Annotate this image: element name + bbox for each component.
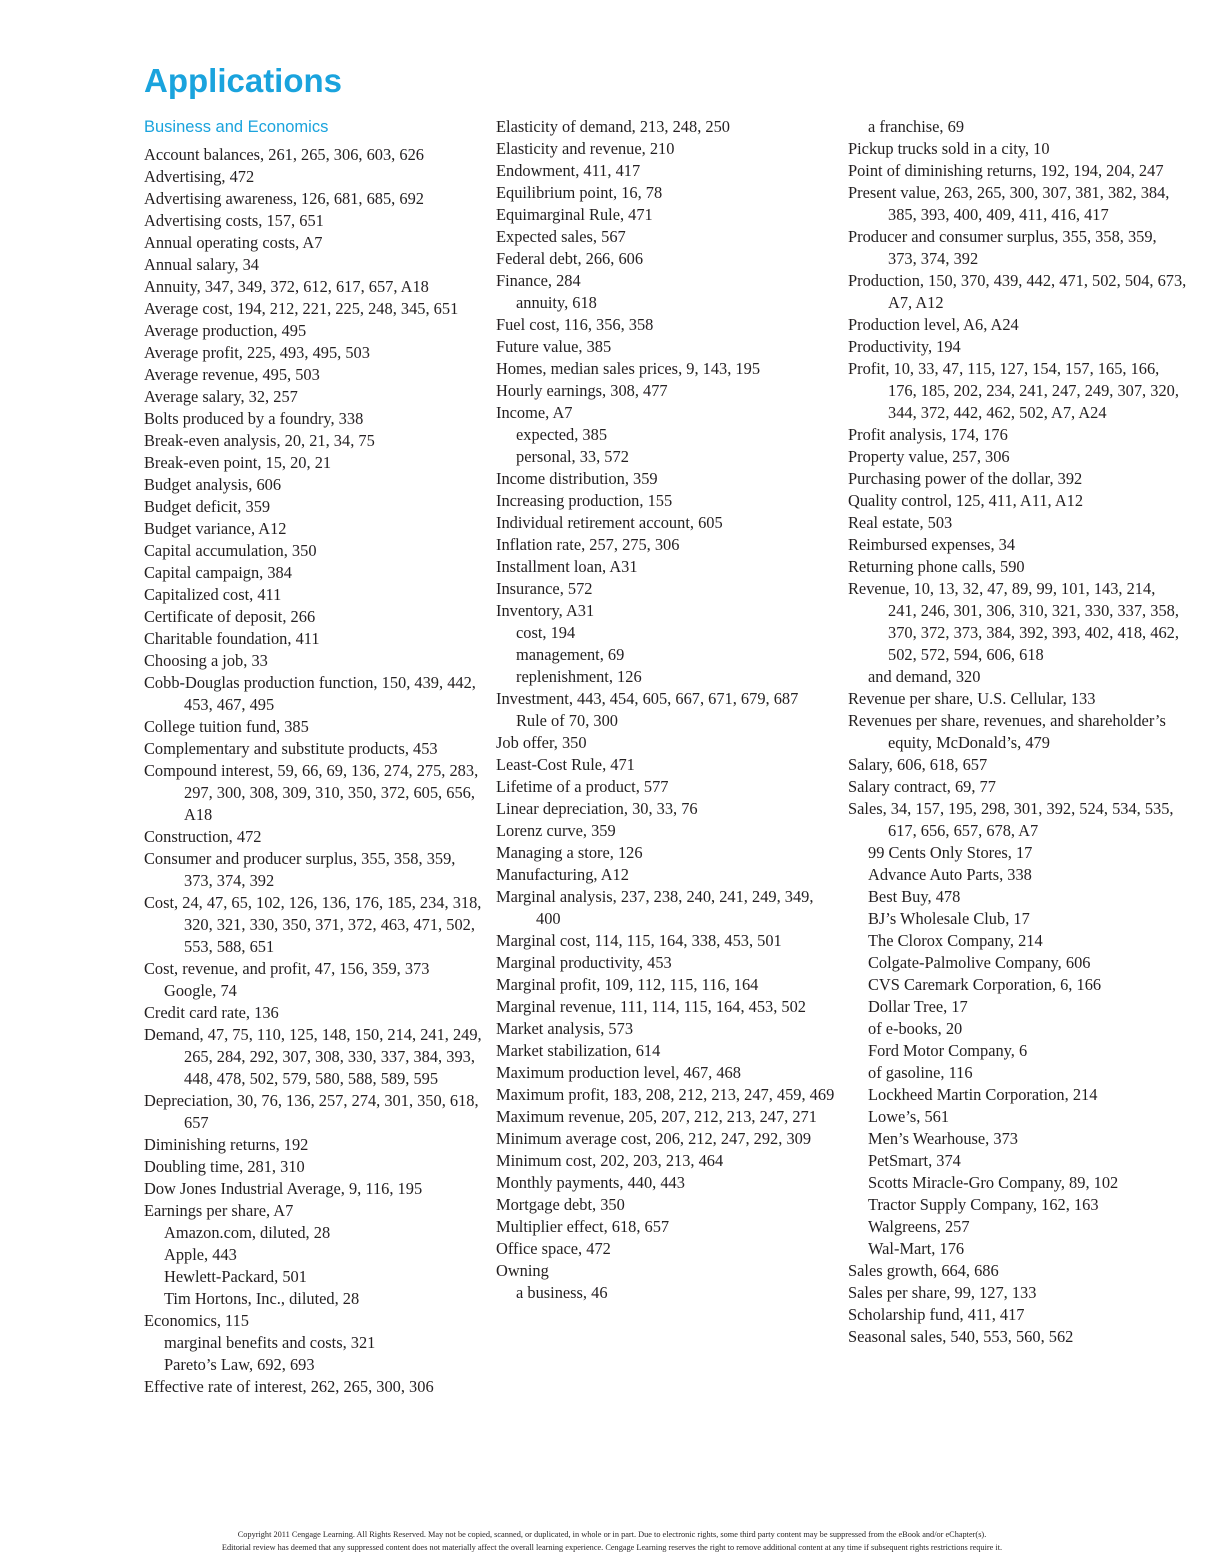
index-entry: Minimum average cost, 206, 212, 247, 292, 309 (496, 1129, 812, 1148)
index-entry: Effective rate of interest, 262, 265, 300, 306 (144, 1377, 434, 1396)
index-entry: Market stabilization, 614 (496, 1041, 661, 1060)
index-entry: Capitalized cost, 411 (144, 585, 282, 604)
index-subentry: Colgate-Palmolive Company, 606 (868, 953, 1091, 972)
index-entry: Construction, 472 (144, 827, 262, 846)
index-subentry: Hewlett-Packard, 501 (164, 1267, 307, 1286)
page-title: Applications (144, 62, 343, 99)
index-entry: Annuity, 347, 349, 372, 612, 617, 657, A18 (144, 277, 429, 296)
index-entry: Fuel cost, 116, 356, 358 (496, 315, 654, 334)
index-subentry: expected, 385 (516, 425, 608, 444)
index-entry: Marginal revenue, 111, 114, 115, 164, 453, 502 (496, 997, 807, 1016)
index-subentry: Wal-Mart, 176 (868, 1239, 965, 1258)
index-entry: College tuition fund, 385 (144, 717, 309, 736)
index-entry: Marginal analysis, 237, 238, 240, 241, 249, 349, 400 (496, 887, 814, 928)
index-entry: Charitable foundation, 411 (144, 629, 320, 648)
index-entry: Present value, 263, 265, 300, 307, 381, 382, 384, 385, 393, 400, 409, 411, 416, 417 (848, 183, 1170, 224)
index-entry: Salary, 606, 618, 657 (848, 755, 988, 774)
index-entry: Credit card rate, 136 (144, 1003, 279, 1022)
index-subentry: Best Buy, 478 (868, 887, 961, 906)
index-entry: Federal debt, 266, 606 (496, 249, 644, 268)
index-entry: Diminishing returns, 192 (144, 1135, 309, 1154)
index-entry: Cobb-Douglas production function, 150, 439, 442, 453, 467, 495 (144, 673, 476, 714)
index-subentry: a franchise, 69 (868, 117, 965, 136)
index-entry: Production level, A6, A24 (848, 315, 1019, 334)
index-entry: Expected sales, 567 (496, 227, 626, 246)
index-entry: Individual retirement account, 605 (496, 513, 723, 532)
index-subentry: Pareto’s Law, 692, 693 (164, 1355, 315, 1374)
index-entry: Returning phone calls, 590 (848, 557, 1025, 576)
index-entry: Point of diminishing returns, 192, 194, 204, 247 (848, 161, 1164, 180)
index-entry: Break-even analysis, 20, 21, 34, 75 (144, 431, 375, 450)
index-entry: Marginal profit, 109, 112, 115, 116, 164 (496, 975, 759, 994)
index-entry: Office space, 472 (496, 1239, 611, 1258)
index-entry: Advertising costs, 157, 651 (144, 211, 324, 230)
index-entry: Average revenue, 495, 503 (144, 365, 320, 384)
index-entry: Budget variance, A12 (144, 519, 287, 538)
index-subentry: replenishment, 126 (516, 667, 642, 686)
index-subentry: Walgreens, 257 (868, 1217, 970, 1236)
index-subentry: The Clorox Company, 214 (868, 931, 1043, 950)
index-subentry: Tim Hortons, Inc., diluted, 28 (164, 1289, 360, 1308)
index-entry: Pickup trucks sold in a city, 10 (848, 139, 1050, 158)
index-subentry: personal, 33, 572 (516, 447, 629, 466)
index-entry: Sales growth, 664, 686 (848, 1261, 999, 1280)
index-entry: Installment loan, A31 (496, 557, 638, 576)
index-subentry: 99 Cents Only Stores, 17 (868, 843, 1033, 862)
index-entry: Purchasing power of the dollar, 392 (848, 469, 1083, 488)
index-column-2 (496, 116, 836, 1304)
index-subentry: Tractor Supply Company, 162, 163 (868, 1195, 1099, 1214)
index-entry: Insurance, 572 (496, 579, 593, 598)
index-entry: Revenues per share, revenues, and shareholder’s equity, McDonald’s, 479 (848, 711, 1166, 752)
index-subentry: Men’s Wearhouse, 373 (868, 1129, 1018, 1148)
index-entry: Budget analysis, 606 (144, 475, 282, 494)
section-heading: Business and Economics (144, 118, 329, 136)
index-entry: Maximum revenue, 205, 207, 212, 213, 247, 271 (496, 1107, 817, 1126)
index-subentry: Scotts Miracle-Gro Company, 89, 102 (868, 1173, 1119, 1192)
index-entry: Capital accumulation, 350 (144, 541, 317, 560)
index-entry: Job offer, 350 (496, 733, 587, 752)
index-entry: Choosing a job, 33 (144, 651, 268, 670)
index-entry: Annual salary, 34 (144, 255, 260, 274)
index-subentry: annuity, 618 (516, 293, 597, 312)
index-entry: Manufacturing, A12 (496, 865, 629, 884)
index-entry: Property value, 257, 306 (848, 447, 1010, 466)
index-entry: Future value, 385 (496, 337, 612, 356)
index-entry: Least-Cost Rule, 471 (496, 755, 635, 774)
index-subentry: of e-books, 20 (868, 1019, 963, 1038)
index-entry: Profit analysis, 174, 176 (848, 425, 1008, 444)
index-entry: Compound interest, 59, 66, 69, 136, 274, 275, 283, 297, 300, 308, 309, 310, 350, 372, 605, 656, A18 (144, 761, 479, 824)
index-entry: Increasing production, 155 (496, 491, 673, 510)
index-entry: Demand, 47, 75, 110, 125, 148, 150, 214, 241, 249, 265, 284, 292, 307, 308, 330, 337, 384, 393, 448, 478, 502, 579, 580, 588, 589, 595 (144, 1025, 482, 1088)
index-entry: Marginal cost, 114, 115, 164, 338, 453, 501 (496, 931, 782, 950)
index-subentry: management, 69 (516, 645, 625, 664)
index-entry: Reimbursed expenses, 34 (848, 535, 1016, 554)
index-entry: Income, A7 (496, 403, 573, 422)
index-entry: Investment, 443, 454, 605, 667, 671, 679, 687 (496, 689, 799, 708)
index-entry: Mortgage debt, 350 (496, 1195, 625, 1214)
index-subentry: Amazon.com, diluted, 28 (164, 1223, 331, 1242)
index-entry: Consumer and producer surplus, 355, 358, 359, 373, 374, 392 (144, 849, 456, 890)
index-entry: Finance, 284 (496, 271, 581, 290)
index-entry: Scholarship fund, 411, 417 (848, 1305, 1025, 1324)
index-subentry: Lockheed Martin Corporation, 214 (868, 1085, 1098, 1104)
index-entry: Maximum production level, 467, 468 (496, 1063, 741, 1082)
index-entry: Profit, 10, 33, 47, 115, 127, 154, 157, 165, 166, 176, 185, 202, 234, 241, 247, 249, 307, 320, 344, 372, 442, 462, 502, A7, A24 (848, 359, 1179, 422)
index-entry: Budget deficit, 359 (144, 497, 271, 516)
index-entry: Equilibrium point, 16, 78 (496, 183, 663, 202)
index-subentry: Google, 74 (164, 981, 237, 1000)
index-subentry: Lowe’s, 561 (868, 1107, 950, 1126)
index-entry: Marginal productivity, 453 (496, 953, 672, 972)
index-subentry: CVS Caremark Corporation, 6, 166 (868, 975, 1102, 994)
index-subentry: Apple, 443 (164, 1245, 237, 1264)
index-entry: Average salary, 32, 257 (144, 387, 298, 406)
index-entry: Average cost, 194, 212, 221, 225, 248, 345, 651 (144, 299, 459, 318)
index-entry: Producer and consumer surplus, 355, 358, 359, 373, 374, 392 (848, 227, 1157, 268)
index-entry: Monthly payments, 440, 443 (496, 1173, 685, 1192)
index-entry: Average production, 495 (144, 321, 307, 340)
index-entry: Real estate, 503 (848, 513, 953, 532)
index-entry: Sales per share, 99, 127, 133 (848, 1283, 1037, 1302)
index-entry: Elasticity and revenue, 210 (496, 139, 675, 158)
index-subentry: BJ’s Wholesale Club, 17 (868, 909, 1030, 928)
index-entry: Certificate of deposit, 266 (144, 607, 316, 626)
index-entry: Minimum cost, 202, 203, 213, 464 (496, 1151, 724, 1170)
index-entry: Account balances, 261, 265, 306, 603, 626 (144, 145, 424, 164)
index-entry: Economics, 115 (144, 1311, 250, 1330)
index-subentry: cost, 194 (516, 623, 576, 642)
index-entry: Cost, 24, 47, 65, 102, 126, 136, 176, 185, 234, 318, 320, 321, 330, 350, 371, 372, 463, 471, 502, 553, 588, 651 (144, 893, 482, 956)
index-entry: Revenue, 10, 13, 32, 47, 89, 99, 101, 143, 214, 241, 246, 301, 306, 310, 321, 330, 337, 358, 370, 372, 373, 384, 392, 393, 402, 418, 462, 502, 572, 594, 606, 618 (848, 579, 1179, 664)
index-entry: Elasticity of demand, 213, 248, 250 (496, 117, 730, 136)
index-entry: Salary contract, 69, 77 (848, 777, 996, 796)
index-subentry: Dollar Tree, 17 (868, 997, 968, 1016)
index-entry: Homes, median sales prices, 9, 143, 195 (496, 359, 761, 378)
index-subentry: a business, 46 (516, 1283, 608, 1302)
index-entry: Lifetime of a product, 577 (496, 777, 669, 796)
index-entry: Advertising awareness, 126, 681, 685, 692 (144, 189, 424, 208)
index-subentry: Advance Auto Parts, 338 (868, 865, 1032, 884)
index-subentry: of gasoline, 116 (868, 1063, 973, 1082)
index-entry: Productivity, 194 (848, 337, 961, 356)
index-subentry: and demand, 320 (868, 667, 981, 686)
index-entry: Linear depreciation, 30, 33, 76 (496, 799, 698, 818)
index-entry: Bolts produced by a foundry, 338 (144, 409, 364, 428)
index-entry: Equimarginal Rule, 471 (496, 205, 653, 224)
index-entry: Annual operating costs, A7 (144, 233, 323, 252)
index-subentry: PetSmart, 374 (868, 1151, 961, 1170)
copyright-notice (0, 1528, 1224, 1554)
index-entry: Average profit, 225, 493, 495, 503 (144, 343, 370, 362)
index-entry: Doubling time, 281, 310 (144, 1157, 305, 1176)
index-entry: Cost, revenue, and profit, 47, 156, 359, 373 (144, 959, 430, 978)
index-entry: Depreciation, 30, 76, 136, 257, 274, 301, 350, 618, 657 (144, 1091, 479, 1132)
index-entry: Dow Jones Industrial Average, 9, 116, 195 (144, 1179, 423, 1198)
index-entry: Market analysis, 573 (496, 1019, 634, 1038)
index-entry: Hourly earnings, 308, 477 (496, 381, 668, 400)
index-entry: Sales, 34, 157, 195, 298, 301, 392, 524, 534, 535, 617, 656, 657, 678, A7 (848, 799, 1174, 840)
index-entry: Lorenz curve, 359 (496, 821, 616, 840)
index-entry: Managing a store, 126 (496, 843, 643, 862)
index-subentry: Ford Motor Company, 6 (868, 1041, 1028, 1060)
index-entry: Inflation rate, 257, 275, 306 (496, 535, 680, 554)
index-entry: Capital campaign, 384 (144, 563, 292, 582)
index-entry: Seasonal sales, 540, 553, 560, 562 (848, 1327, 1074, 1346)
index-entry: Owning (496, 1261, 549, 1280)
index-entry: Income distribution, 359 (496, 469, 658, 488)
index-entry: Maximum profit, 183, 208, 212, 213, 247, 459, 469 (496, 1085, 835, 1104)
index-entry: Revenue per share, U.S. Cellular, 133 (848, 689, 1096, 708)
index-column-1 (144, 116, 484, 1398)
index-entry: Production, 150, 370, 439, 442, 471, 502, 504, 673, A7, A12 (848, 271, 1187, 312)
index-entry: Quality control, 125, 411, A11, A12 (848, 491, 1084, 510)
index-entry: Earnings per share, A7 (144, 1201, 294, 1220)
index-entry: Complementary and substitute products, 453 (144, 739, 438, 758)
copyright-line-2: Editorial review has deemed that any suppressed content does not materially affect the overall learning experience. Cengage Learning reserves the right to remove additional content at any time if subsequent rights restrictions require it. (221, 1543, 1003, 1552)
index-entry: Inventory, A31 (496, 601, 595, 620)
index-entry: Break-even point, 15, 20, 21 (144, 453, 332, 472)
index-subentry: marginal benefits and costs, 321 (164, 1333, 376, 1352)
index-column-3 (848, 116, 1188, 1348)
index-entry: Advertising, 472 (144, 167, 255, 186)
index-subentry: Rule of 70, 300 (516, 711, 618, 730)
index-entry: Multiplier effect, 618, 657 (496, 1217, 670, 1236)
copyright-line-1: Copyright 2011 Cengage Learning. All Rights Reserved. May not be copied, scanned, or duplicated, in whole or in part. Due to electronic rights, some third party content may be suppressed from the eBook and/or eChapter(s). (237, 1530, 987, 1539)
index-entry: Endowment, 411, 417 (496, 161, 641, 180)
